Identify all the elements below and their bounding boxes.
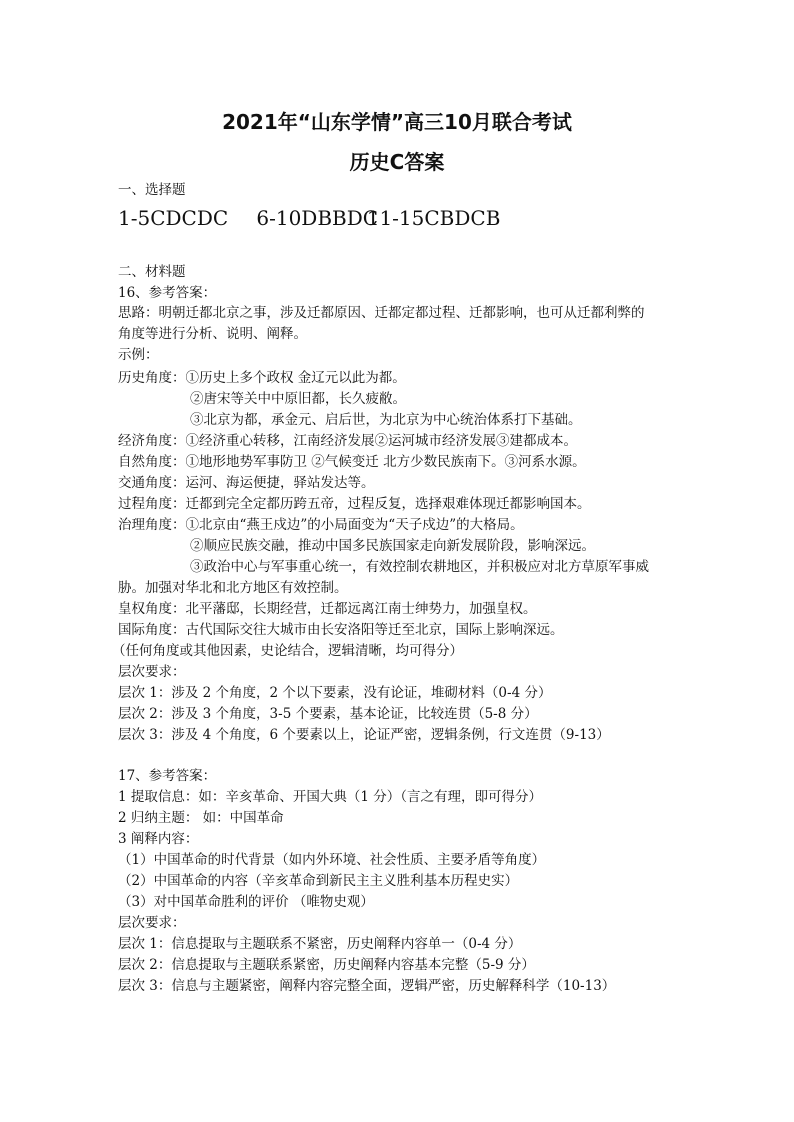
q17-level-2: 层次 2：信息提取与主题联系紧密，历史阐释内容基本完整（5-9 分） (118, 957, 535, 973)
answer-group-3: 11-15CBDCB (366, 206, 501, 230)
q16-nature: 自然角度：①地形地势军事防卫 ②气候变迁 北方少数民族南下。③河系水源。 (118, 454, 586, 470)
q17-item-2: 2 归纳主题： 如：中国革命 (118, 810, 284, 826)
q17-label: 17、参考答案： (118, 768, 217, 784)
page-title: 2021年“山东学情”高三10月联合考试 (222, 110, 572, 134)
q16-approach-line2: 角度等进行分析、说明、阐释。 (118, 326, 307, 342)
q16-govern-3: ③政治中心与军事重心统一，有效控制农耕地区，并积极应对北方草原军事威 (190, 559, 649, 575)
q17-sub-1: （1）中国革命的时代背景（如内外环境、社会性质、主要矛盾等角度） (118, 852, 546, 868)
answer-group-2: 6-10DBBDC (256, 206, 379, 230)
q16-transport: 交通角度：运河、海运便捷，驿站发达等。 (118, 475, 375, 491)
q16-international: 国际角度：古代国际交往大城市由长安洛阳等迁至北京，国际上影响深远。 (118, 622, 564, 638)
page-subtitle: 历史C答案 (349, 150, 445, 174)
q16-history-2: ②唐宋等关中中原旧都，长久疲敝。 (190, 391, 406, 407)
q16-example: 示例： (118, 347, 159, 363)
q16-govern-2: ②顺应民族交融，推动中国多民族国家走向新发展阶段，影响深远。 (190, 538, 595, 554)
q16-history-1: 历史角度：①历史上多个政权 金辽元以此为都。 (118, 370, 406, 386)
q16-approach-line1: 思路：明朝迁都北京之事，涉及迁都原因、迁都定都过程、迁都影响，也可从迁都利弊的 (118, 305, 645, 321)
choice-answers (118, 206, 500, 230)
q17-level-1: 层次 1：信息提取与主题联系不紧密，历史阐释内容单一（0-4 分） (118, 936, 522, 952)
q16-economy: 经济角度：①经济重心转移，江南经济发展②运河城市经济发展③建都成本。 (118, 433, 577, 449)
q16-imperial: 皇权角度：北平藩邸，长期经营，迁都远离江南士绅势力，加强皇权。 (118, 601, 537, 617)
answer-group-1: 1-5CDCDC (118, 206, 229, 230)
q16-level-1: 层次 1：涉及 2 个角度，2 个以下要素，没有论证，堆砌材料（0-4 分） (118, 685, 552, 701)
q16-govern-4: 胁。加强对华北和北方地区有效控制。 (118, 580, 348, 596)
q17-item-3: 3 阐释内容： (118, 831, 199, 847)
section-heading-material: 二、材料题 (118, 264, 186, 280)
q17-sub-3: （3）对中国革命胜利的评价 （唯物史观） (118, 894, 374, 910)
q17-item-1: 1 提取信息：如：辛亥革命、开国大典（1 分）（言之有理，即可得分） (118, 789, 543, 805)
q17-levels-heading: 层次要求： (118, 915, 186, 931)
q16-note: （任何角度或其他因素，史论结合，逻辑清晰，均可得分） (112, 643, 463, 659)
q16-level-3: 层次 3：涉及 4 个角度，6 个要素以上，论证严密，逻辑条例，行文连贯（9-13） (118, 727, 610, 743)
q16-label: 16、参考答案： (118, 285, 217, 301)
q16-history-3: ③北京为都，承金元、启后世，为北京为中心统治体系打下基础。 (190, 412, 582, 428)
q16-level-2: 层次 2：涉及 3 个角度，3-5 个要素，基本论证，比较连贯（5-8 分） (118, 706, 538, 722)
q17-sub-2: （2）中国革命的内容（辛亥革命到新民主主义胜利基本历程史实） (118, 873, 519, 889)
section-heading-choice: 一、选择题 (118, 182, 186, 198)
q16-process: 过程角度：迁都到完全定都历跨五帝，过程反复，选择艰难体现迁都影响国本。 (118, 496, 591, 512)
q16-levels-heading: 层次要求： (118, 664, 186, 680)
q16-govern-1: 治理角度：①北京由“燕王戍边”的小局面变为“天子戍边”的大格局。 (118, 517, 524, 533)
q17-level-3: 层次 3：信息与主题紧密，阐释内容完整全面，逻辑严密，历史解释科学（10-13） (118, 978, 616, 994)
